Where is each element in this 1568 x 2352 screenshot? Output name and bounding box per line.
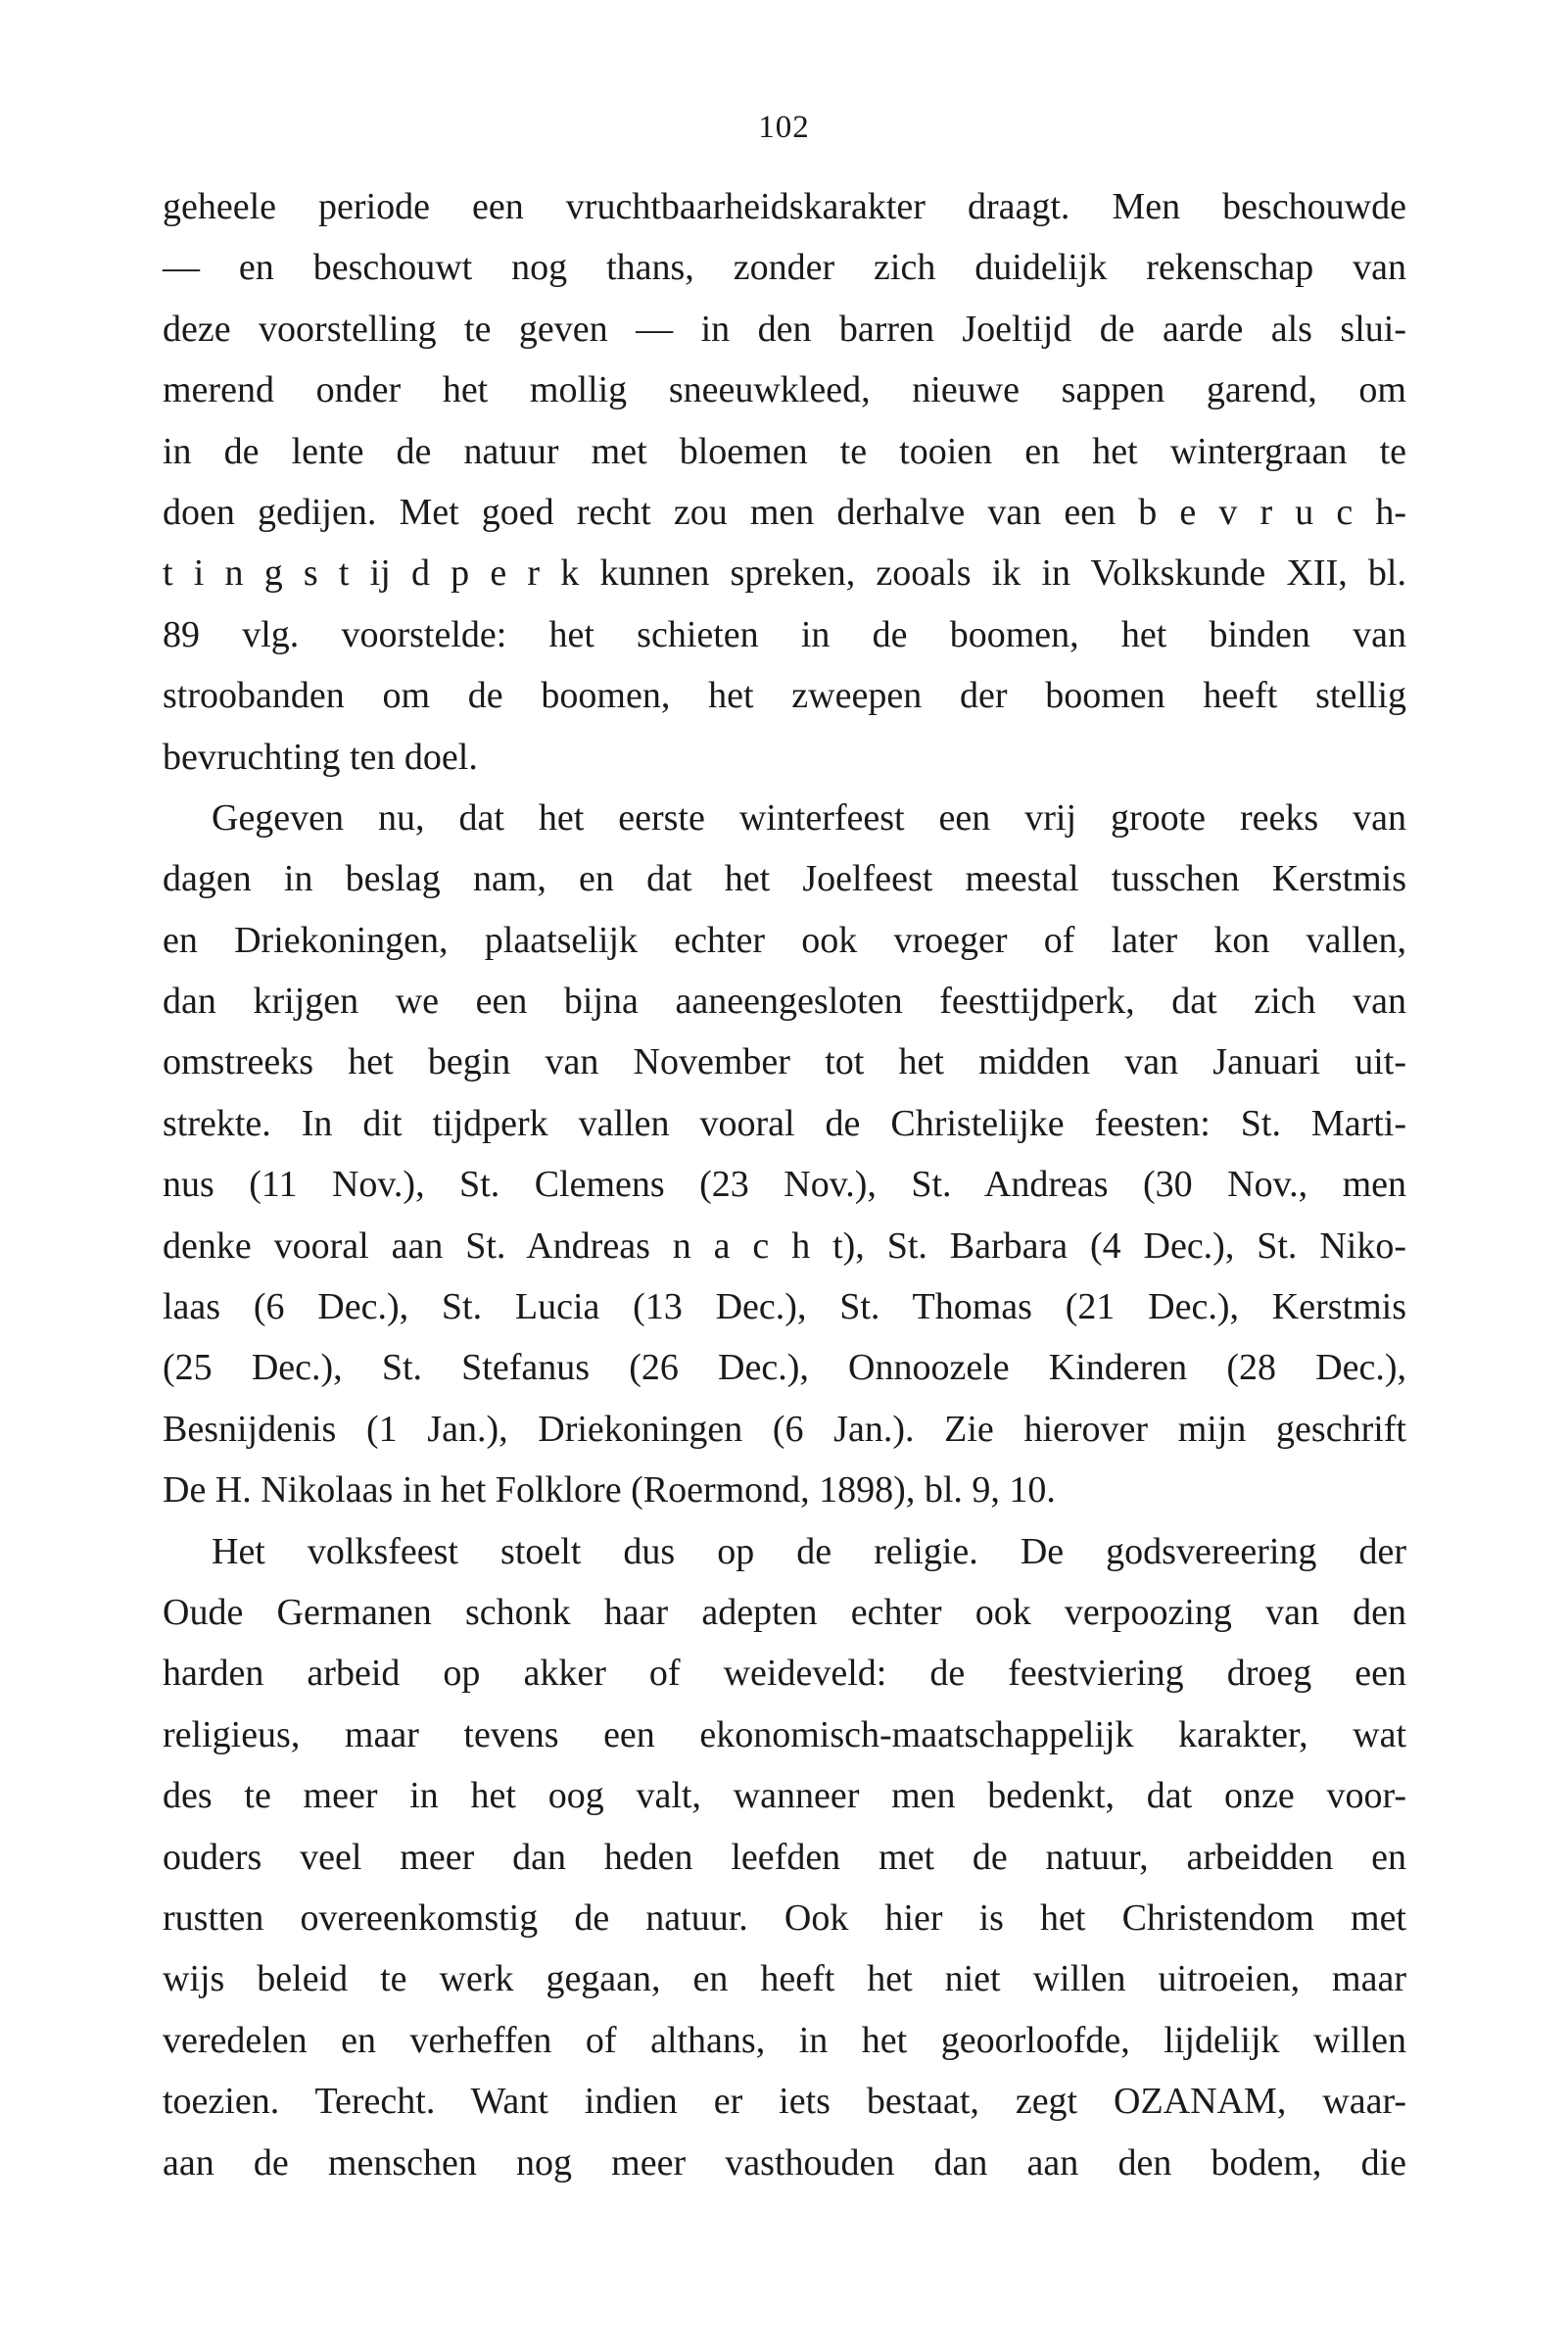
text-line: veredelen en verheffen of althans, in het geoorloofde, lijdelijk willen [163, 2019, 1406, 2061]
body-text [163, 176, 1406, 2193]
text-line: Gegeven nu, dat het eerste winterfeest een vrij groote reeks van [212, 796, 1406, 839]
text-line: 89 vlg. voorstelde: het schieten in de boomen, het binden van [163, 613, 1406, 655]
text-line: geheele periode een vruchtbaarheidskarakter draagt. Men beschouwde [163, 186, 1406, 227]
text-line: des te meer in het oog valt, wanneer men bedenkt, dat onze voor- [163, 1775, 1406, 1817]
text-line: harden arbeid op akker of weideveld: de feestviering droeg een [163, 1653, 1406, 1695]
text-line: ouders veel meer dan heden leefden met de natuur, arbeidden en [163, 1836, 1406, 1878]
text-line: stroobanden om de boomen, het zweepen der boomen heeft stellig [163, 675, 1406, 717]
text-line: en Driekoningen, plaatselijk echter ook vroeger of later kon vallen, [163, 919, 1406, 961]
text-line: Het volksfeest stoelt dus op de religie. De godsvereering der [212, 1530, 1406, 1572]
text-line: doen gedijen. Met goed recht zou men derhalve van een b e v r u c h- [163, 491, 1406, 533]
text-line: denke vooral aan St. Andreas n a c h t), St. Barbara (4 Dec.), St. Niko- [163, 1224, 1406, 1267]
text-line: nus (11 Nov.), St. Clemens (23 Nov.), St. Andreas (30 Nov., men [163, 1164, 1406, 1206]
text-line: wijs beleid te werk gegaan, en heeft het niet willen uitroeien, maar [163, 1958, 1406, 2000]
text-line: bevruchting ten doel. [163, 736, 478, 778]
text-line: — en beschouwt nog thans, zonder zich duidelijk rekenschap van [163, 247, 1406, 289]
text-line: laas (6 Dec.), St. Lucia (13 Dec.), St. Thomas (21 Dec.), Kerstmis [163, 1286, 1406, 1328]
text-line: Besnijdenis (1 Jan.), Driekoningen (6 Jan.). Zie hierover mijn geschrift [163, 1408, 1406, 1450]
text-line: aan de menschen nog meer vasthouden dan aan den bodem, die [163, 2141, 1406, 2184]
text-line: merend onder het mollig sneeuwkleed, nieuwe sappen garend, om [163, 369, 1406, 411]
text-line: Oude Germanen schonk haar adepten echter ook verpoozing van den [163, 1591, 1406, 1633]
text-line: dagen in beslag nam, en dat het Joelfeest meestal tusschen Kerstmis [163, 858, 1406, 900]
text-line: (25 Dec.), St. Stefanus (26 Dec.), Onnoozele Kinderen (28 Dec.), [163, 1347, 1406, 1389]
text-line: rustten overeenkomstig de natuur. Ook hier is het Christendom met [163, 1896, 1406, 1939]
text-line: De H. Nikolaas in het Folklore (Roermond, 1898), bl. 9, 10. [163, 1469, 1056, 1512]
text-line: t i n g s t ij d p e r k kunnen spreken, zooals ik in Volkskunde XII, bl. [163, 552, 1406, 595]
text-line: in de lente de natuur met bloemen te tooien en het wintergraan te [163, 430, 1406, 472]
text-line: religieus, maar tevens een ekonomisch-maatschappelijk karakter, wat [163, 1713, 1406, 1755]
text-line: deze voorstelling te geven — in den barren Joeltijd de aarde als slui- [163, 308, 1406, 350]
text-line: dan krijgen we een bijna aaneengesloten feesttijdperk, dat zich van [163, 981, 1406, 1023]
text-line: strekte. In dit tijdperk vallen vooral de Christelijke feesten: St. Marti- [163, 1102, 1406, 1144]
text-line: toezien. Terecht. Want indien er iets bestaat, zegt OZANAM, waar- [163, 2081, 1406, 2123]
text-line: omstreeks het begin van November tot het midden van Januari uit- [163, 1041, 1406, 1083]
page-number: 102 [758, 110, 810, 145]
